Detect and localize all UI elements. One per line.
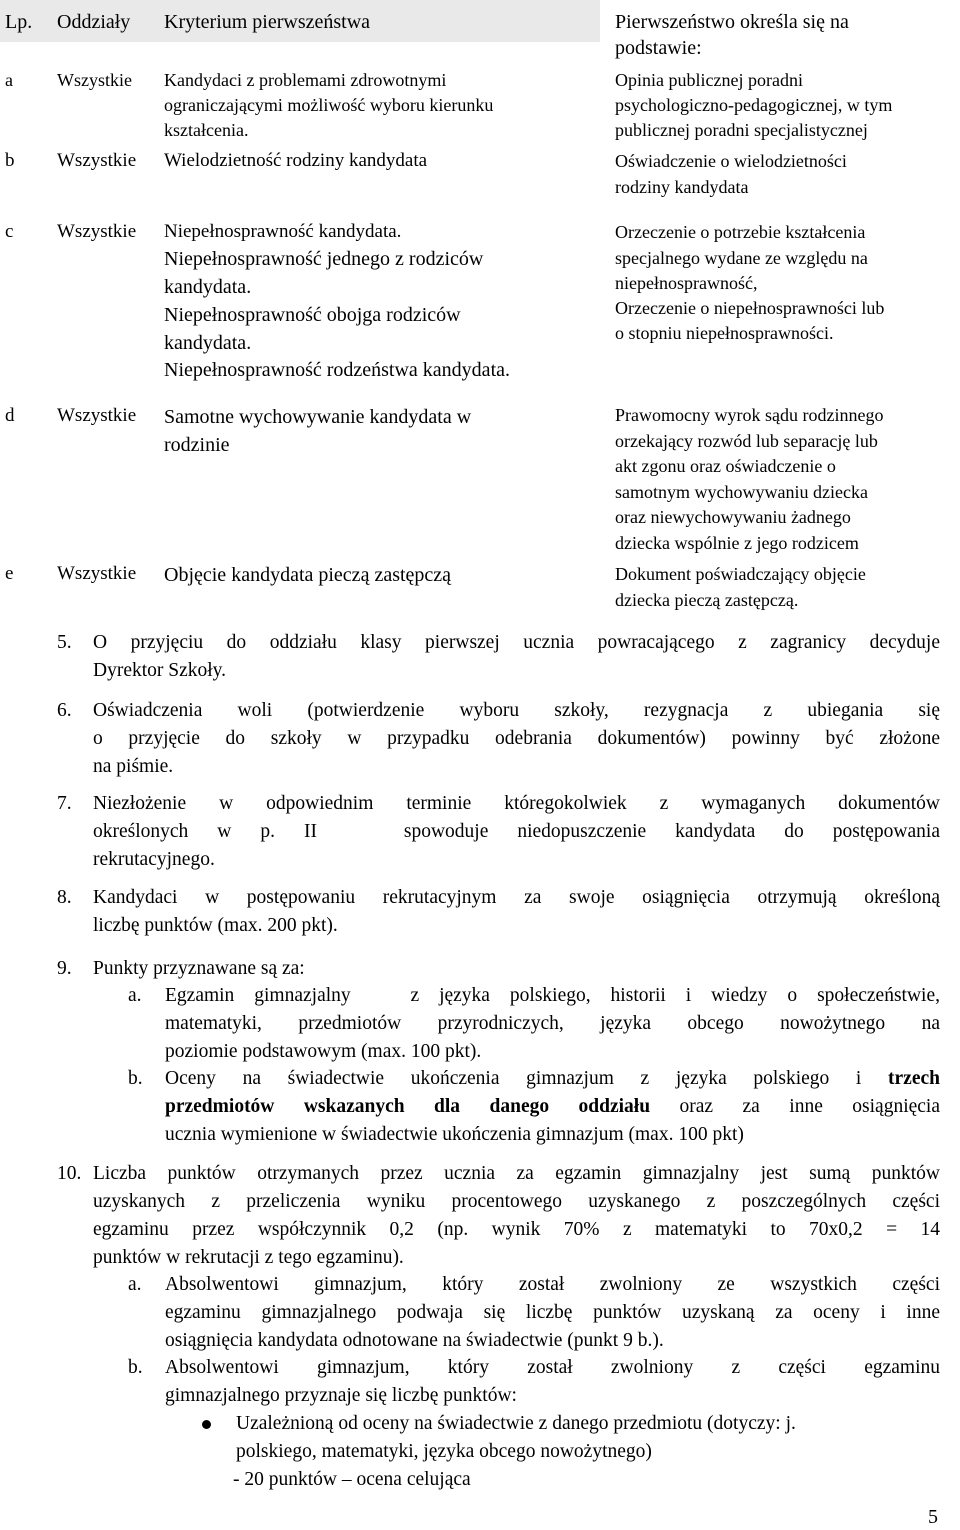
paragraph-line: osiągnięcia kandydata odnotowane na świadectwie (punkt 9 b.). <box>165 1330 664 1351</box>
paragraph-line: gimnazjalnego przyznaje się liczbę punktów: <box>165 1385 517 1406</box>
subitem-label: b. <box>128 1068 143 1089</box>
row-lp: d <box>5 405 15 426</box>
row-lp: c <box>5 221 14 242</box>
row-podstawa-line: Oświadczenie o wielodzietności <box>615 151 847 171</box>
paragraph-number: 8. <box>57 887 72 908</box>
paragraph-line: Uzależnioną od oceny na świadectwie z danego przedmiotu (dotyczy: j. <box>236 1413 796 1434</box>
row-podstawa-line: niepełnosprawność, <box>615 273 758 293</box>
row-lp: e <box>5 563 14 584</box>
row-kryterium-line: rodzinie <box>164 434 230 456</box>
header-oddzialy: Oddziały <box>57 11 131 33</box>
row-kryterium-line: Wielodzietność rodziny kandydata <box>164 150 428 171</box>
paragraph-line: matematyki, przedmiotów przyrodniczych, języka obcego nowożytnego na <box>165 1013 940 1034</box>
header-podstawa: Pierwszeństwo określa się na podstawie: <box>615 11 849 59</box>
row-oddzialy: Wszystkie <box>57 563 137 584</box>
paragraph-line: egzaminu gimnazjalnego podwaja się liczbę punktów uzyskaną za oceny i inne <box>165 1302 940 1323</box>
paragraph-number: 10. <box>57 1163 82 1184</box>
line-text: oraz za inne osiągnięcia <box>679 1096 941 1117</box>
paragraph-line: poziomie podstawowym (max. 100 pkt). <box>165 1041 482 1062</box>
header-kryterium: Kryterium pierwszeństwa <box>164 11 371 33</box>
paragraph-10 <box>93 1160 940 1272</box>
paragraph-10b <box>165 1354 940 1410</box>
bullet-item <box>236 1410 940 1466</box>
row-podstawa-line: psychologiczno-pedagogicznej, w tym <box>615 95 893 115</box>
paragraph-line: Egzamin gimnazjalny z języka polskiego, historii i wiedzy o społeczeństwie, <box>165 985 940 1006</box>
row-kryterium-line: Niepełnosprawność kandydata. <box>164 221 402 242</box>
paragraph-line: Kandydaci w postępowaniu rekrutacyjnym za swoje osiągnięcia otrzymują określoną <box>93 887 940 908</box>
paragraph-number: 6. <box>57 700 72 721</box>
paragraph-number: 9. <box>57 958 72 979</box>
subitem-label: b. <box>128 1357 143 1378</box>
row-podstawa-line: akt zgonu oraz oświadczenie o <box>615 456 836 476</box>
row-podstawa-line: Opinia publicznej poradni <box>615 70 803 90</box>
bold-text: trzech <box>888 1068 940 1089</box>
paragraph-line: liczbę punktów (max. 200 pkt). <box>93 915 338 936</box>
row-podstawa-line: publicznej poradni specjalistycznej <box>615 120 868 140</box>
bullet-subline: - 20 punktów – ocena celująca <box>233 1469 471 1490</box>
paragraph-line: określonych w p. II spowoduje niedopuszczenie kandydata do postępowania <box>93 821 940 842</box>
row-lp: b <box>5 150 15 171</box>
row-kryterium-line: ograniczającymi możliwość wyboru kierunku <box>164 95 494 115</box>
paragraph-5 <box>93 629 940 685</box>
page-number: 5 <box>928 1506 938 1528</box>
paragraph-10a <box>165 1271 940 1355</box>
paragraph-9a <box>165 982 940 1066</box>
paragraph-line: O przyjęciu do oddziału klasy pierwszej ucznia powracającego z zagranicy decyduje <box>93 632 940 653</box>
paragraph-line: rekrutacyjnego. <box>93 849 215 870</box>
paragraph-line: o przyjęcie do szkoły w przypadku odebrania dokumentów) powinny być złożone <box>93 728 940 749</box>
row-podstawa-line: Orzeczenie o potrzebie kształcenia <box>615 222 866 242</box>
row-kryterium-line: kandydata. <box>164 276 252 298</box>
row-podstawa-line: Prawomocny wyrok sądu rodzinnego <box>615 405 884 425</box>
paragraph-line: polskiego, matematyki, języka obcego nowożytnego) <box>236 1441 652 1462</box>
row-oddzialy: Wszystkie <box>57 70 132 90</box>
row-podstawa-line: o stopniu niepełnosprawności. <box>615 323 834 343</box>
row-podstawa-line: Orzeczenie o niepełnosprawności lub <box>615 298 885 318</box>
row-podstawa-line: Dokument poświadczający objęcie <box>615 564 866 584</box>
paragraph-number: 7. <box>57 793 72 814</box>
paragraph-line: Liczba punktów otrzymanych przez ucznia za egzamin gimnazjalny jest sumą punktów <box>93 1163 940 1184</box>
row-kryterium-line: Objęcie kandydata pieczą zastępczą <box>164 564 452 586</box>
bold-text: przedmiotów wskazanych dla danego oddziału <box>165 1096 651 1117</box>
subitem-label: a. <box>128 1274 142 1295</box>
bullet-icon <box>202 1420 211 1429</box>
paragraph-line: Niezłożenie w odpowiednim terminie któregokolwiek z wymaganych dokumentów <box>93 793 940 814</box>
row-podstawa-line: dziecka pieczą zastępczą. <box>615 590 799 610</box>
row-kryterium-line: kandydata. <box>164 332 252 354</box>
paragraph-9-text: Punkty przyznawane są za: <box>93 958 305 979</box>
row-oddzialy: Wszystkie <box>57 405 137 426</box>
row-oddzialy: Wszystkie <box>57 150 137 171</box>
row-kryterium-line: Kandydaci z problemami zdrowotnymi <box>164 70 447 90</box>
paragraph-9b <box>165 1065 940 1149</box>
row-podstawa-line: oraz niewychowywaniu żadnego <box>615 507 851 527</box>
paragraph-6 <box>93 697 940 781</box>
row-kryterium-line: Niepełnosprawność rodzeństwa kandydata. <box>164 359 510 381</box>
row-oddzialy: Wszystkie <box>57 221 137 242</box>
paragraph-line: egzaminu przez współczynnik 0,2 (np. wynik 70% z matematyki to 70x0,2 = 14 <box>93 1219 940 1240</box>
row-podstawa-line: orzekający rozwód lub separację lub <box>615 431 878 451</box>
paragraph-7 <box>93 790 940 874</box>
paragraph-line: uzyskanych z przeliczenia wyniku procentowego uzyskanego z poszczególnych części <box>93 1191 940 1212</box>
paragraph-line: Absolwentowi gimnazjum, który został zwolniony ze wszystkich części <box>165 1274 940 1295</box>
row-kryterium-line: kształcenia. <box>164 120 249 140</box>
row-podstawa-line: dziecka wspólnie z jego rodzicem <box>615 533 859 553</box>
subitem-label: a. <box>128 985 142 1006</box>
row-kryterium-line: Samotne wychowywanie kandydata w <box>164 406 472 428</box>
paragraph-line <box>165 1093 940 1121</box>
paragraph-line: ucznia wymienione w świadectwie ukończenia gimnazjum (max. 100 pkt) <box>165 1124 744 1145</box>
paragraph-8 <box>93 884 940 940</box>
paragraph-line: Dyrektor Szkoły. <box>93 660 227 681</box>
paragraph-line: Oświadczenia woli (potwierdzenie wyboru szkoły, rezygnacja z ubiegania się <box>93 700 940 721</box>
paragraph-line: punktów w rekrutacji z tego egzaminu). <box>93 1247 404 1268</box>
paragraph-line: na piśmie. <box>93 756 174 777</box>
row-podstawa-line: rodziny kandydata <box>615 177 749 197</box>
row-kryterium-line: Niepełnosprawność obojga rodziców <box>164 304 461 326</box>
row-kryterium-line: Niepełnosprawność jednego z rodziców <box>164 248 484 270</box>
row-lp: a <box>5 70 13 90</box>
row-podstawa-line: specjalnego wydane ze względu na <box>615 248 868 268</box>
paragraph-number: 5. <box>57 632 72 653</box>
line-text: Oceny na świadectwie ukończenia gimnazjum z języka polskiego i <box>165 1068 862 1089</box>
paragraph-line: Absolwentowi gimnazjum, który został zwolniony z części egzaminu <box>165 1357 940 1378</box>
row-podstawa-line: samotnym wychowywaniu dziecka <box>615 482 868 502</box>
paragraph-line <box>165 1065 940 1093</box>
header-lp: Lp. <box>5 11 33 33</box>
